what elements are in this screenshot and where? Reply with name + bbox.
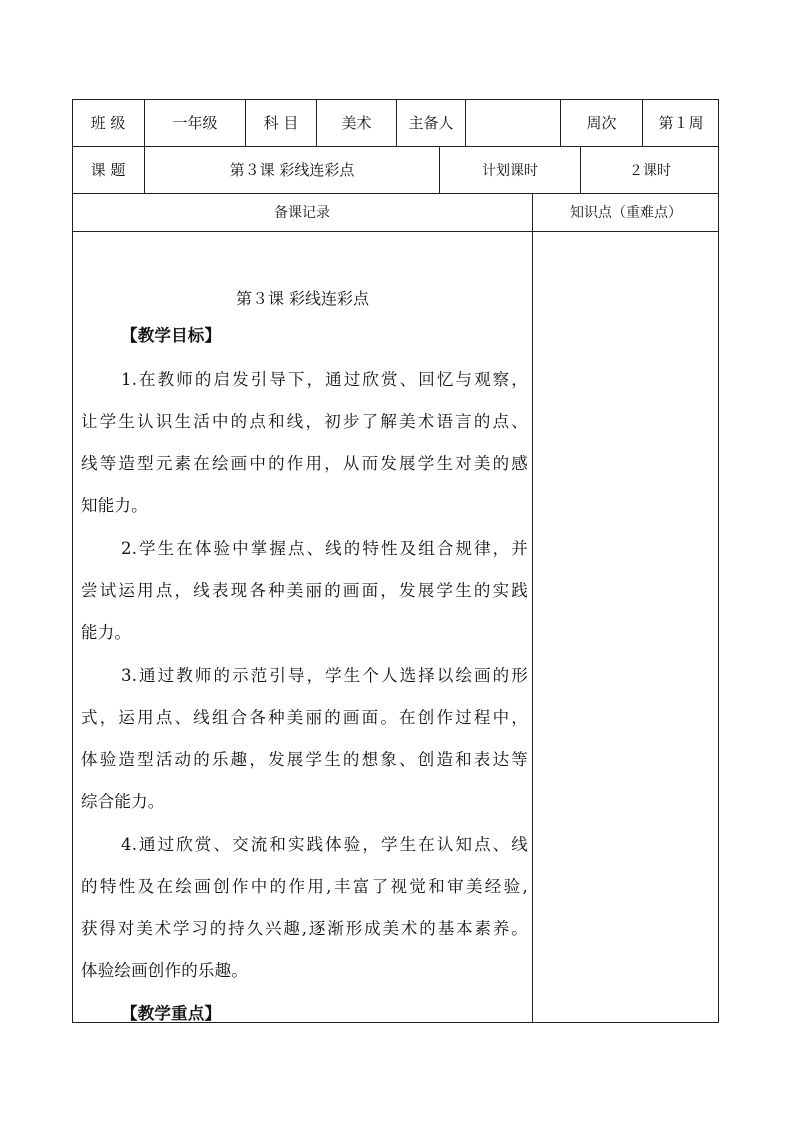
paragraph-line: 的特性及在绘画创作中的作用,丰富了视觉和审美经验, bbox=[81, 877, 528, 896]
preparer-label: 主备人 bbox=[408, 114, 454, 132]
class-value: 一年级 bbox=[172, 114, 218, 132]
week-label: 周次 bbox=[586, 114, 617, 132]
paragraph-line: 让学生认识生活中的点和线，初步了解美术语言的点、 bbox=[81, 412, 528, 431]
week-value: 第１周 bbox=[658, 114, 704, 132]
paragraph-line: 知能力。 bbox=[81, 496, 148, 515]
knowledge-points-cell bbox=[533, 232, 719, 1022]
topic-label: 课 题 bbox=[90, 161, 126, 179]
paragraph-line: 能力。 bbox=[81, 623, 132, 642]
paragraph-line: 1.在教师的启发引导下，通过欣赏、回忆与观察， bbox=[121, 370, 528, 389]
lesson-title: 第３课 彩线连彩点 bbox=[235, 289, 370, 308]
preparer-value bbox=[466, 99, 560, 146]
topic-value: 第３课 彩线连彩点 bbox=[229, 161, 355, 179]
paragraph-line: 体验造型活动的乐趣，发展学生的想象、创造和表达等 bbox=[81, 750, 528, 769]
lesson-plan-page bbox=[72, 99, 719, 1023]
record-header: 备课记录 bbox=[274, 205, 330, 221]
subject-value: 美术 bbox=[341, 114, 372, 132]
paragraph-line: 尝试运用点，线表现各种美丽的画面，发展学生的实践 bbox=[81, 581, 528, 600]
knowledge-header: 知识点（重难点） bbox=[570, 205, 682, 221]
paragraph-line: 综合能力。 bbox=[81, 792, 165, 811]
paragraph-line: 获得对美术学习的持久兴趣,逐渐形成美术的基本素养。 bbox=[81, 919, 528, 938]
planned-hours-label: 计划课时 bbox=[482, 162, 538, 179]
section-heading: 【教学目标】 bbox=[121, 326, 222, 345]
paragraph-line: 体验绘画创作的乐趣。 bbox=[81, 961, 248, 980]
paragraph-line: 线等造型元素在绘画中的作用，从而发展学生对美的感 bbox=[81, 454, 528, 473]
class-label: 班 级 bbox=[90, 114, 126, 132]
paragraph-line: 式，运用点、线组合各种美丽的画面。在创作过程中， bbox=[81, 708, 528, 727]
paragraph-line: 4.通过欣赏、交流和实践体验，学生在认知点、线 bbox=[121, 835, 528, 854]
subject-label: 科 目 bbox=[263, 114, 299, 132]
paragraph-line: 2.学生在体验中掌握点、线的特性及组合规律，并 bbox=[121, 539, 528, 558]
paragraph-line: 3.通过教师的示范引导，学生个人选择以绘画的形 bbox=[121, 666, 528, 685]
section-heading: 【教学重点】 bbox=[121, 1004, 222, 1023]
planned-hours-value: ２课时 bbox=[629, 162, 671, 179]
